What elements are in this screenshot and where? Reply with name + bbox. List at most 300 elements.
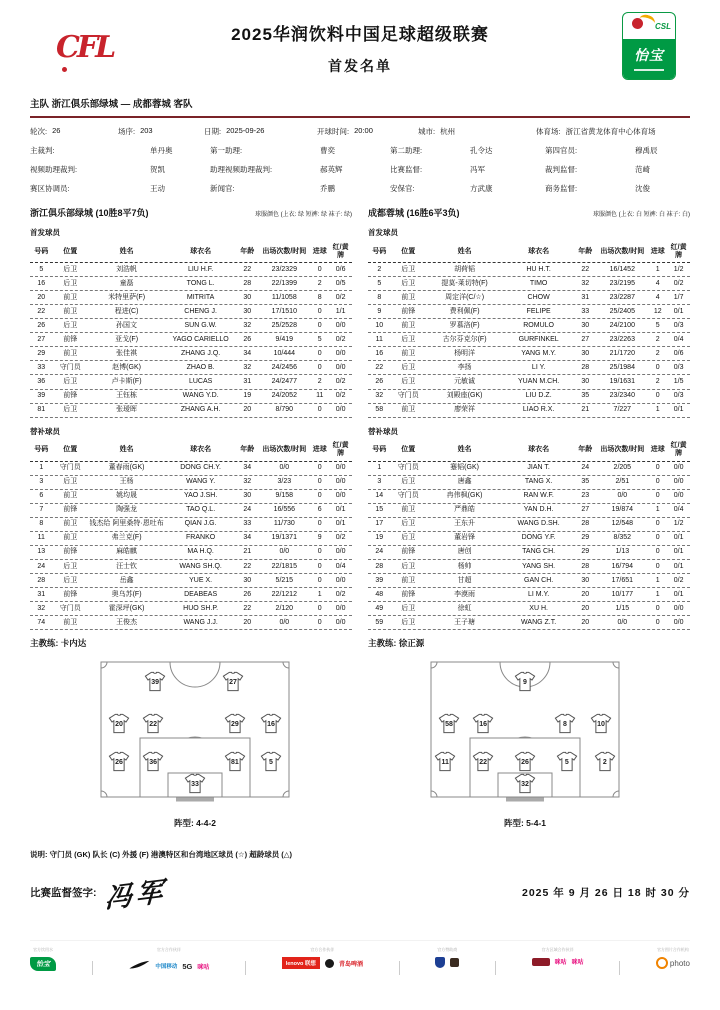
official-label: 主裁判:: [30, 146, 55, 155]
official-value: 穆禹辰: [635, 146, 658, 155]
home-coach-name: 卡内达: [60, 638, 87, 649]
away-formation-label: 阵型: 5-4-1: [503, 818, 547, 829]
player-goals-cell: 0: [655, 363, 660, 371]
tsingtao-logo: 青岛啤酒: [338, 961, 363, 968]
player-age-cell: 33: [581, 307, 590, 315]
column-header: 姓名: [457, 247, 472, 255]
player-jersey-cell: YUE X.: [189, 576, 213, 584]
official-value: 沈俊: [635, 184, 650, 193]
player-goals-cell: 1: [655, 265, 660, 273]
csl-yibao-badge: [622, 12, 676, 80]
jersey-number: 26: [115, 758, 123, 766]
player-age-cell: 19: [243, 392, 252, 400]
player-row: [368, 319, 690, 333]
dot-logo-icon: [325, 959, 334, 968]
player-age-cell: 28: [581, 562, 590, 570]
jersey-icon: [184, 773, 206, 794]
player-apps-cell: 1/15: [615, 604, 630, 612]
official-value: 冯军: [470, 165, 485, 174]
player-apps-cell: 24/2456: [271, 363, 297, 371]
player-no-cell: 20: [37, 293, 46, 301]
player-cards-cell: 1/1: [335, 307, 346, 315]
home-starters-table: [30, 241, 352, 418]
official-value: 范崎: [635, 165, 650, 174]
player-goals-cell: 6: [317, 506, 322, 514]
player-age-cell: 32: [243, 321, 252, 329]
player-cards-cell: 1/7: [673, 293, 684, 301]
player-row: [368, 462, 690, 476]
match-info-label: 轮次:: [30, 127, 48, 136]
home-coach-label: 主教练:: [30, 638, 59, 649]
player-name-cell: 费利佩(F): [449, 307, 480, 315]
player-no-cell: 15: [375, 506, 384, 514]
player-pos-cell: 守门员: [59, 464, 81, 472]
sponsor-divider: [245, 961, 246, 975]
player-row: [368, 602, 690, 616]
player-jersey-cell: TONG L.: [186, 279, 215, 287]
player-no-cell: 1: [39, 464, 44, 472]
jersey-number: 11: [441, 758, 449, 766]
player-row: [30, 616, 352, 630]
player-cards-cell: 0/0: [335, 576, 346, 584]
player-cards-cell: 1/2: [673, 520, 684, 528]
player-jersey-cell: HUO SH.P.: [183, 604, 219, 612]
official-label: 新闻官:: [210, 184, 235, 193]
jersey-number: 5: [564, 758, 569, 766]
player-apps-cell: 25/2528: [271, 321, 297, 329]
player-jersey-cell: YUAN M.CH.: [518, 377, 560, 385]
player-no-cell: 8: [39, 520, 44, 528]
player-goals-cell: 5: [655, 321, 660, 329]
player-name-cell: 童磊: [119, 279, 134, 287]
player-pos-cell: 后卫: [401, 604, 416, 612]
player-row: [30, 588, 352, 602]
player-name-cell: 王钰栋: [116, 392, 138, 400]
column-header: 进球: [650, 247, 665, 255]
jersey-number: 8: [562, 720, 567, 728]
player-jersey-cell: YANG M.Y.: [521, 349, 556, 357]
player-no-cell: 39: [375, 576, 384, 584]
player-no-cell: 5: [377, 279, 382, 287]
player-jersey-cell: XU H.: [529, 604, 548, 612]
player-no-cell: 9: [377, 307, 382, 315]
away-coach-name: 徐正源: [398, 638, 425, 649]
player-name-cell: 孙国文: [116, 321, 138, 329]
player-goals-cell: 0: [317, 562, 322, 570]
player-jersey-cell: YANG SH.: [522, 562, 556, 570]
player-name-cell: 陶强龙: [116, 506, 138, 514]
player-goals-cell: 1: [317, 590, 322, 598]
official-label: 赛区协调员:: [30, 184, 70, 193]
sponsor-divider: [495, 961, 496, 975]
player-pos-cell: 后卫: [401, 478, 416, 486]
supervisor-signature: 冯军: [103, 875, 167, 915]
player-pos-cell: 后卫: [401, 618, 416, 626]
header: [30, 0, 690, 92]
player-cards-cell: 0/2: [673, 576, 684, 584]
player-row: [368, 504, 690, 518]
sponsor-category-label: 官方赞助商: [437, 947, 458, 953]
official-value: 乔鹏: [320, 184, 335, 193]
official-value: 单丹奥: [150, 146, 173, 155]
jersey-number: 16: [267, 720, 275, 728]
jersey-icon: [142, 713, 164, 734]
column-header: 出场次数/时间: [262, 446, 307, 454]
player-pos-cell: 后卫: [401, 279, 416, 287]
column-header: 球衣名: [190, 446, 212, 454]
player-pos-cell: 前卫: [63, 349, 78, 357]
column-header: 位置: [401, 446, 416, 454]
away-starters-table: [368, 241, 690, 418]
away-subs-label: 替补球员: [368, 426, 398, 436]
player-pos-cell: 前卫: [63, 492, 78, 500]
player-no-cell: 6: [39, 492, 44, 500]
official-label: 助理视频助理裁判:: [210, 165, 273, 174]
player-goals-cell: 0: [655, 520, 660, 528]
match-info-pair: [536, 126, 656, 137]
player-apps-cell: 16/556: [273, 506, 296, 514]
player-apps-cell: 8/790: [275, 406, 294, 414]
jersey-icon: [224, 713, 246, 734]
player-no-cell: 11: [375, 335, 383, 343]
player-age-cell: 24: [581, 464, 590, 472]
player-name-cell: 王杨: [119, 478, 134, 486]
player-pos-cell: 前卫: [401, 349, 416, 357]
player-pos-cell: 后卫: [401, 265, 416, 273]
player-goals-cell: 0: [317, 604, 322, 612]
player-age-cell: 26: [243, 335, 252, 343]
player-pos-cell: 守门员: [59, 604, 81, 612]
player-goals-cell: 0: [317, 363, 322, 371]
player-row: [30, 602, 352, 616]
player-row: [368, 476, 690, 490]
player-apps-cell: 1/13: [615, 548, 630, 556]
player-row: [368, 574, 690, 588]
player-goals-cell: 12: [653, 307, 662, 315]
player-no-cell: 16: [375, 349, 384, 357]
player-pos-cell: 前卫: [401, 576, 416, 584]
player-no-cell: 2: [377, 265, 382, 273]
player-cards-cell: 0/0: [673, 618, 684, 626]
match-info-pair: [30, 126, 118, 137]
player-no-cell: 32: [375, 392, 384, 400]
player-apps-cell: 2/120: [275, 604, 294, 612]
yibao-logo: [623, 39, 675, 79]
player-pos-cell: 前卫: [401, 406, 416, 414]
player-cards-cell: 0/0: [335, 492, 346, 500]
jersey-number: 29: [230, 720, 239, 728]
player-name-cell: 唐鑫: [457, 478, 472, 486]
jersey-icon: [554, 713, 576, 734]
player-pos-cell: 前卫: [401, 293, 416, 301]
player-goals-cell: 8: [317, 293, 322, 301]
player-no-cell: 24: [375, 548, 384, 556]
player-apps-cell: 23/2263: [609, 335, 635, 343]
player-age-cell: 20: [581, 590, 590, 598]
player-jersey-cell: WANG Z.T.: [521, 618, 557, 626]
player-name-cell: 程进(C): [114, 307, 139, 315]
jersey-number: 26: [521, 758, 529, 766]
column-header: 姓名: [457, 446, 472, 454]
table-header-row: [30, 440, 352, 462]
player-row: [30, 319, 352, 333]
player-cards-cell: 0/2: [335, 590, 346, 598]
away-starters-label: 首发球员: [368, 228, 398, 237]
player-cards-cell: 0/0: [673, 604, 684, 612]
player-apps-cell: 22/1399: [271, 279, 297, 287]
player-apps-cell: 19/1631: [609, 377, 635, 385]
blob-logo-icon: [532, 958, 550, 966]
sponsor-divider: [399, 961, 400, 975]
player-apps-cell: 8/352: [613, 534, 632, 542]
column-header: 出场次数/时间: [600, 247, 645, 255]
column-header: 进球: [650, 446, 665, 454]
player-no-cell: 16: [37, 279, 46, 287]
player-apps-cell: 2/51: [615, 478, 630, 486]
player-goals-cell: 0: [655, 478, 660, 486]
player-jersey-cell: MITRITA: [186, 293, 215, 301]
official-value: 郝英辉: [320, 165, 343, 174]
player-jersey-cell: YAN D.H.: [523, 506, 554, 514]
shield-logo-icon: [435, 957, 445, 968]
player-row: [368, 361, 690, 375]
column-header: 球衣名: [528, 446, 550, 454]
player-jersey-cell: WANG Y.D.: [182, 392, 219, 400]
column-header: 号码: [372, 247, 387, 255]
player-goals-cell: 4: [655, 293, 660, 301]
cmcc-logo: 中国移动: [155, 964, 178, 971]
jersey-number: 39: [151, 678, 159, 686]
match-info-value: 20:00: [354, 126, 373, 135]
home-subs-label: 替补球员: [30, 426, 60, 436]
player-row: [30, 277, 352, 291]
player-age-cell: 29: [581, 548, 590, 556]
player-age-cell: 27: [581, 335, 590, 343]
player-no-cell: 27: [37, 335, 46, 343]
player-name-cell: 元敏诚: [454, 377, 476, 385]
player-no-cell: 10: [375, 321, 384, 329]
home-subs-table: [30, 440, 352, 631]
official-value: 王动: [150, 184, 165, 193]
player-pos-cell: 前锋: [63, 548, 78, 556]
player-no-cell: 26: [37, 321, 46, 329]
player-cards-cell: 0/0: [335, 478, 346, 486]
player-pos-cell: 后卫: [63, 478, 78, 486]
player-row: [30, 560, 352, 574]
player-row: [30, 532, 352, 546]
away-formation: [360, 661, 690, 829]
official-label: 第一助理:: [210, 146, 243, 155]
jersey-number: 9: [523, 678, 527, 686]
away-team-header: [368, 206, 690, 219]
match-info-value: 浙江省黄龙体育中心体育场: [565, 127, 656, 136]
player-no-cell: 22: [37, 307, 46, 315]
official-value: 方武康: [470, 184, 493, 193]
jersey-number: 58: [445, 720, 453, 728]
table-header-row: [30, 241, 352, 263]
player-jersey-cell: YAGO CARIELLO: [172, 335, 229, 343]
player-goals-cell: 0: [317, 321, 322, 329]
player-pos-cell: 后卫: [63, 279, 78, 287]
player-name-cell: 刘殿座(GK): [446, 392, 483, 400]
jersey-number: 22: [479, 758, 488, 766]
player-age-cell: 35: [581, 392, 590, 400]
player-name-cell: 霍深坪(GK): [108, 604, 145, 612]
formation-diagrams: [30, 661, 690, 829]
column-header: 位置: [63, 446, 78, 454]
player-age-cell: 31: [581, 293, 590, 301]
player-row: [30, 305, 352, 319]
player-pos-cell: 前卫: [401, 321, 416, 329]
player-row: [30, 390, 352, 404]
player-goals-cell: 4: [655, 279, 660, 287]
jersey-icon: [434, 751, 456, 772]
player-row: [368, 490, 690, 504]
signature-datetime: 2025 年 9 月 26 日 18 时 30 分: [522, 886, 690, 899]
player-row: [30, 490, 352, 504]
player-no-cell: 58: [375, 406, 384, 414]
player-goals-cell: 0: [317, 265, 322, 273]
player-name-cell: 古尔芬克尔(F): [442, 335, 487, 343]
player-no-cell: 13: [37, 548, 46, 556]
player-apps-cell: 0/0: [617, 618, 628, 626]
player-name-cell: 周定洋(C/☆): [445, 293, 485, 301]
player-age-cell: 32: [243, 363, 252, 371]
player-apps-cell: 0/0: [279, 618, 290, 626]
match-info-value: 203: [140, 126, 153, 135]
player-name-cell: 杨帅: [457, 562, 472, 570]
player-no-cell: 3: [39, 478, 44, 486]
player-row: [30, 375, 352, 389]
match-info-row1: [30, 126, 690, 137]
player-age-cell: 34: [243, 534, 252, 542]
player-goals-cell: 1: [655, 576, 660, 584]
jersey-icon: [108, 713, 130, 734]
player-age-cell: 30: [581, 321, 590, 329]
player-name-cell: 岳鑫: [119, 576, 134, 584]
player-goals-cell: 0: [317, 464, 322, 472]
player-name-cell: 卢卡斯(F): [111, 377, 142, 385]
player-cards-cell: 0/6: [335, 265, 346, 273]
sponsor-category-label: 官方图片合作机构: [656, 947, 689, 953]
player-name-cell: 李漠雨: [454, 590, 476, 598]
player-apps-cell: 23/2340: [609, 392, 635, 400]
player-no-cell: 74: [37, 618, 46, 626]
player-apps-cell: 22/1212: [271, 590, 297, 598]
player-jersey-cell: LI Y.: [531, 363, 546, 371]
player-apps-cell: 2/205: [613, 464, 632, 472]
jersey-number: 32: [521, 780, 529, 788]
away-coach: [368, 637, 690, 649]
sponsor-logos: [532, 957, 584, 966]
player-name-cell: 冉伟枫(GK): [446, 492, 483, 500]
player-apps-cell: 19/1371: [271, 534, 297, 542]
column-header: 号码: [34, 247, 49, 255]
player-age-cell: 32: [581, 279, 590, 287]
official-label: 商务监督:: [545, 184, 578, 193]
player-pos-cell: 前卫: [63, 293, 78, 301]
player-jersey-cell: GAN CH.: [524, 576, 554, 584]
player-name-cell: 提莫-莱切特(F): [441, 279, 488, 287]
player-name-cell: 赵博(GK): [112, 363, 141, 371]
player-row: [368, 404, 690, 418]
player-name-cell: 严鼎皓: [454, 506, 476, 514]
player-row: [30, 333, 352, 347]
migu-logo: 咪咕: [197, 964, 210, 971]
jersey-icon: [260, 751, 282, 772]
table-header-row: [368, 241, 690, 263]
match-info-label: 体育场:: [536, 127, 561, 136]
player-row: [30, 476, 352, 490]
player-name-cell: 亚戈(F): [115, 335, 139, 343]
jersey-icon: [514, 751, 536, 772]
player-jersey-cell: QIAN J.G.: [184, 520, 217, 528]
player-jersey-cell: HU H.T.: [526, 265, 551, 273]
player-jersey-cell: ZHANG A.H.: [180, 406, 221, 414]
cfl-league-logo: CFL: [56, 30, 113, 72]
g5-logo: 5G: [182, 961, 193, 971]
player-no-cell: 14: [375, 492, 384, 500]
player-age-cell: 22: [581, 265, 590, 273]
player-age-cell: 20: [243, 618, 252, 626]
player-goals-cell: 0: [317, 618, 322, 626]
sponsor-category-label: 官方饮用水: [33, 947, 53, 953]
player-no-cell: 49: [375, 604, 384, 612]
player-cards-cell: 0/0: [335, 363, 346, 371]
player-age-cell: 22: [243, 562, 252, 570]
match-info: [30, 126, 690, 194]
column-header: 红/黄牌: [332, 243, 349, 259]
jersey-icon: [108, 751, 130, 772]
player-age-cell: 28: [243, 279, 252, 287]
player-cards-cell: 0/0: [673, 492, 684, 500]
player-jersey-cell: LIAO R.X.: [522, 406, 555, 414]
player-no-cell: 81: [37, 406, 46, 414]
photo-logo: photo: [656, 957, 690, 969]
player-goals-cell: 5: [317, 335, 322, 343]
player-apps-cell: 24/2100: [609, 321, 635, 329]
player-row: [368, 518, 690, 532]
player-age-cell: 30: [243, 293, 252, 301]
player-name-cell: 汪士钦: [116, 562, 138, 570]
away-team-name: 成都蓉城 (16胜6平3负): [368, 208, 460, 218]
match-info-value: 杭州: [440, 127, 456, 136]
player-jersey-cell: YAO J.SH.: [183, 492, 218, 500]
player-jersey-cell: GURFINKEL: [518, 335, 559, 343]
player-pos-cell: 前锋: [401, 590, 416, 598]
player-name-cell: 罗慕洛(F): [449, 321, 480, 329]
player-row: [368, 291, 690, 305]
sponsor-logos: [128, 957, 209, 975]
column-header: 年龄: [240, 446, 255, 454]
player-jersey-cell: MA H.Q.: [187, 548, 214, 556]
player-row: [30, 263, 352, 277]
player-row: [368, 390, 690, 404]
jersey-icon: [472, 713, 494, 734]
player-row: [30, 347, 352, 361]
player-pos-cell: 前卫: [63, 618, 78, 626]
darksq-logo-icon: [450, 958, 459, 967]
player-cards-cell: 0/1: [673, 534, 684, 542]
player-cards-cell: 0/2: [335, 335, 346, 343]
jersey-icon: [144, 671, 166, 692]
player-name-cell: 董岩锋: [454, 534, 476, 542]
player-jersey-cell: WANG Y.: [186, 478, 216, 486]
player-apps-cell: 25/1984: [609, 363, 635, 371]
player-name-cell: 奥乌苏(F): [111, 590, 142, 598]
sponsor-divider: [619, 961, 620, 975]
player-cards-cell: 1/5: [673, 377, 684, 385]
